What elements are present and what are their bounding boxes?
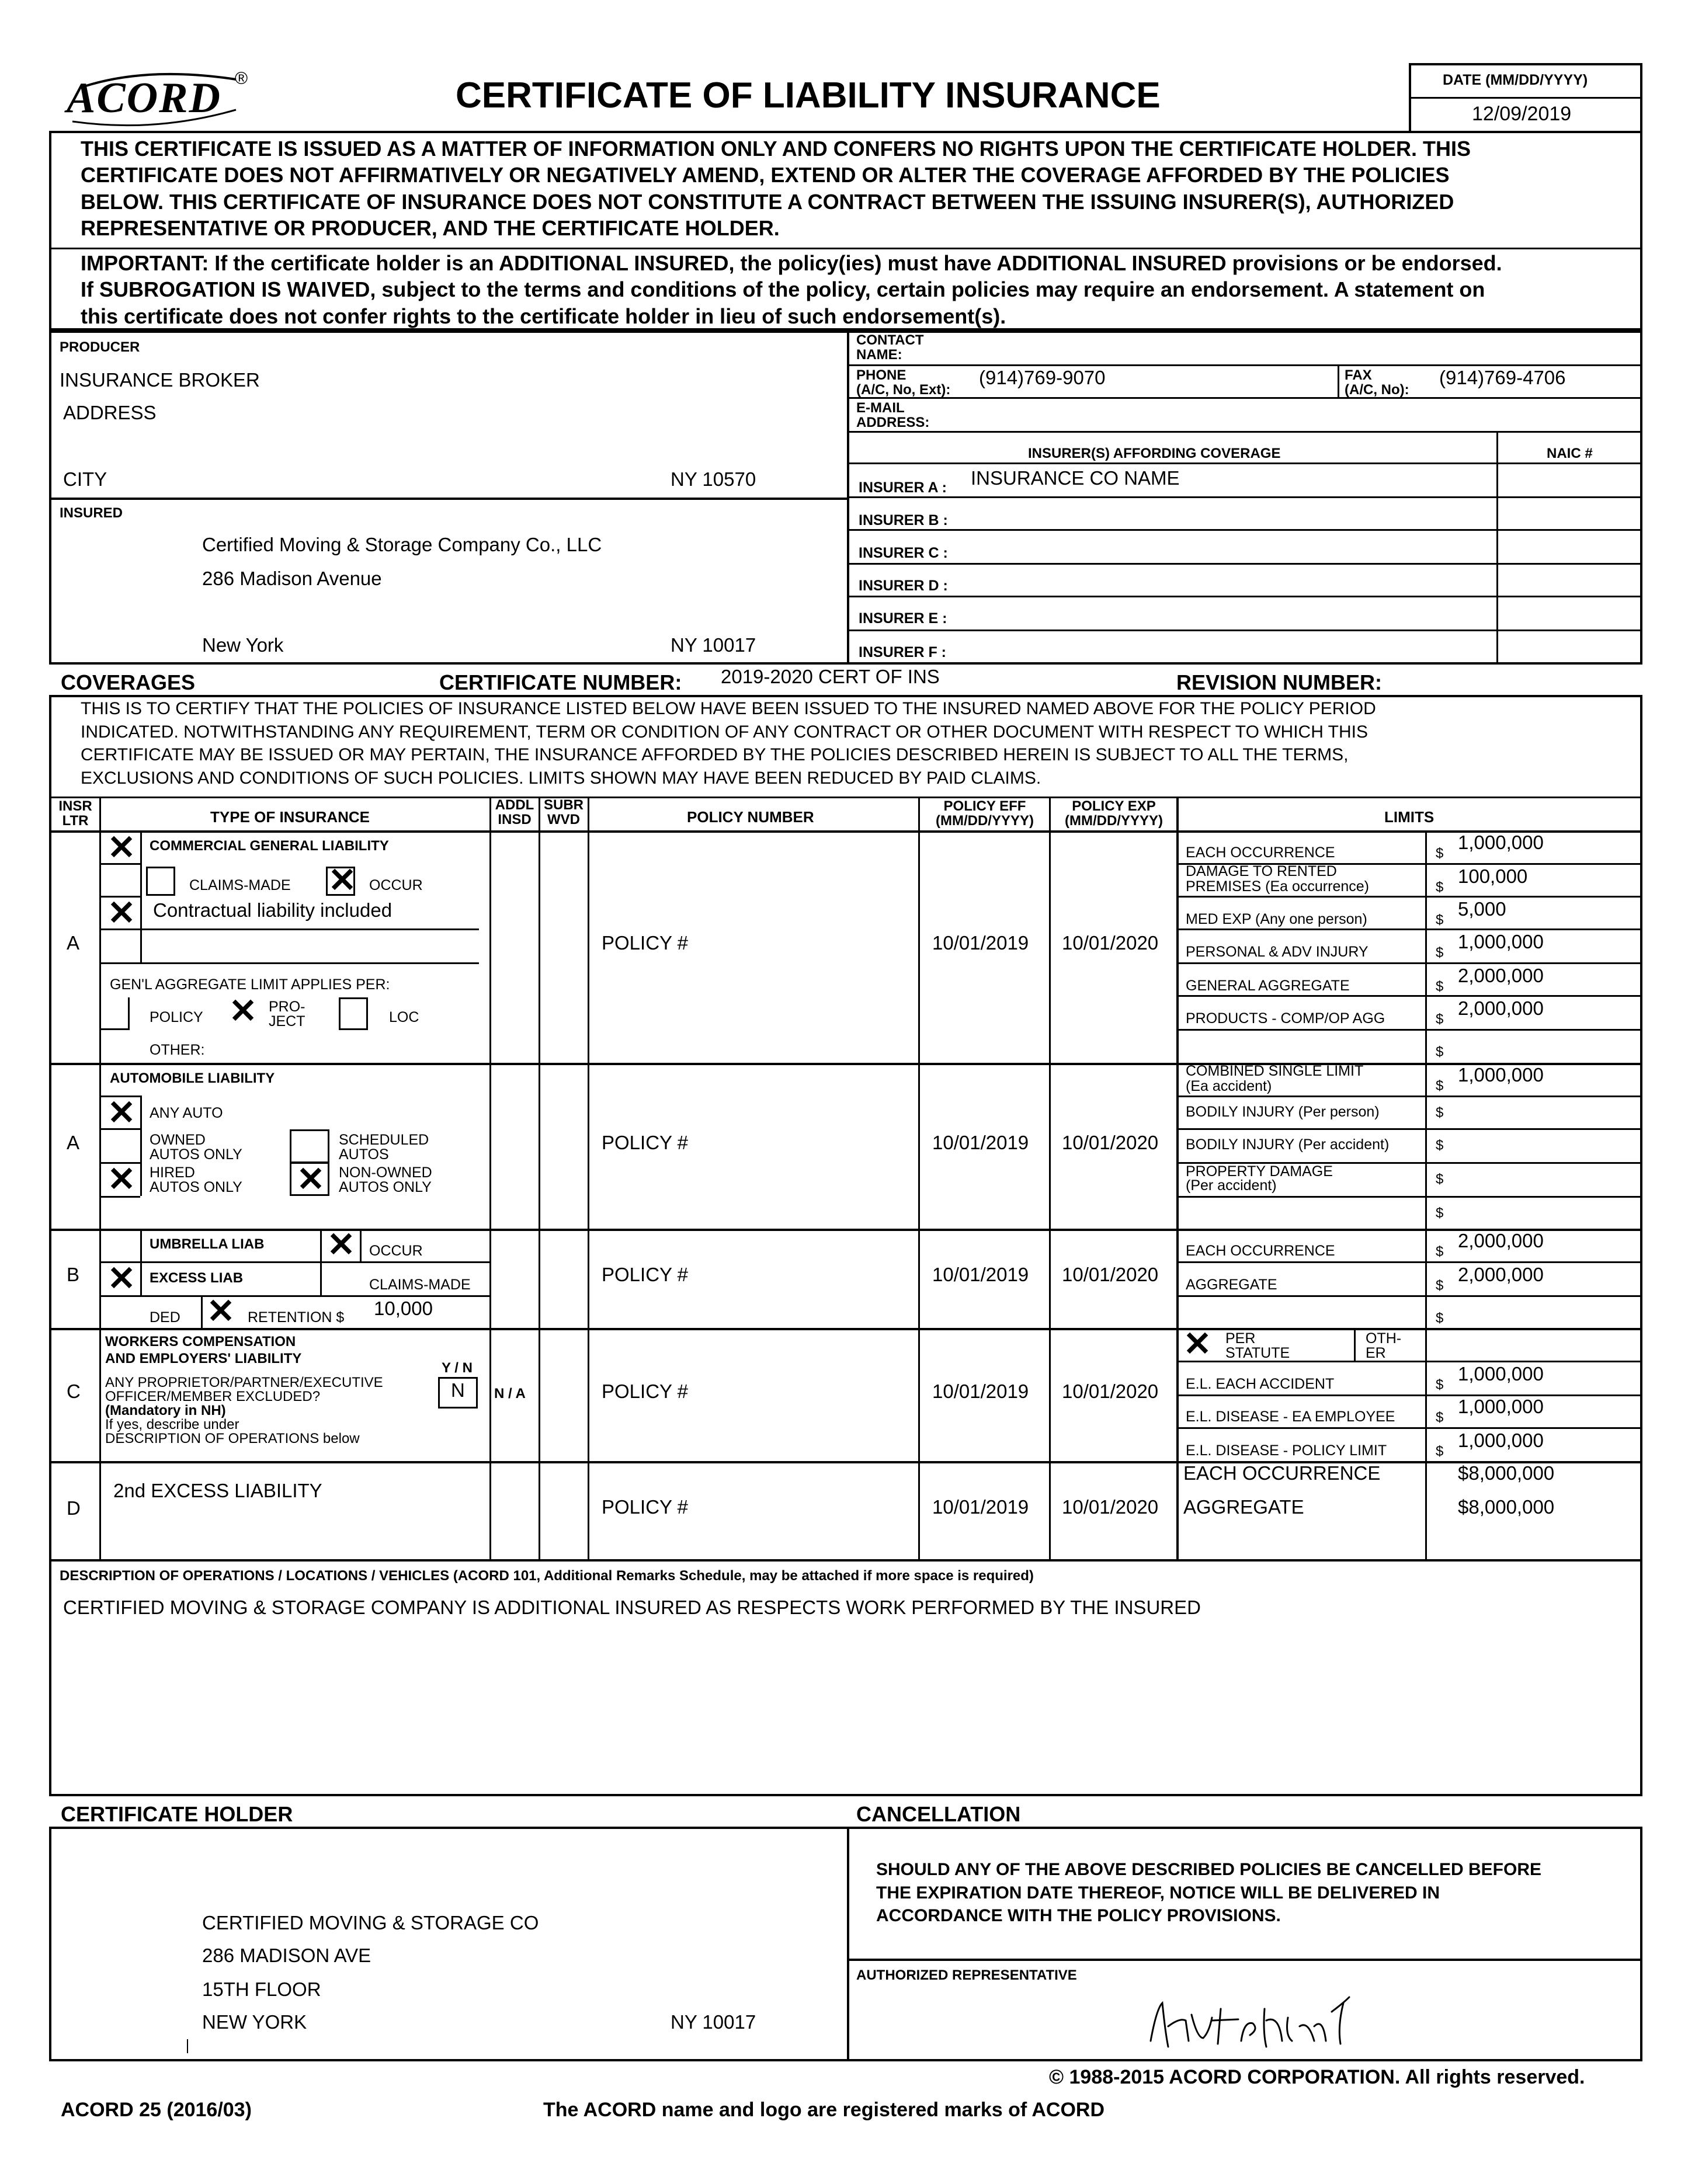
holder-tick — [187, 2039, 188, 2053]
cgl-other: OTHER: — [150, 1042, 205, 1058]
limit-label: AGGREGATE — [1186, 1277, 1277, 1293]
insurers-header: INSURER(S) AFFORDING COVERAGE — [1028, 446, 1281, 461]
th-limits: LIMITS — [1384, 808, 1435, 826]
cancellation-line: SHOULD ANY OF THE ABOVE DESCRIBED POLICIES BE CANCELLED BEFORE — [876, 1860, 1541, 1879]
insurer-line — [847, 563, 1642, 565]
cgl-gen-agg: GEN'L AGGREGATE LIMIT APPLIES PER: — [110, 976, 390, 993]
umbrella-liab: UMBRELLA LIAB — [150, 1236, 265, 1252]
th-line: (MM/DD/YYYY) — [936, 813, 1034, 829]
contact-line — [847, 364, 1642, 366]
form-number: ACORD 25 (2016/03) — [61, 2099, 252, 2121]
cgl-policy: POLICY — [150, 1009, 203, 1025]
label-line: PER — [1225, 1330, 1256, 1347]
limit-line — [1176, 928, 1642, 930]
acord-logo — [61, 69, 248, 127]
excess2-exp[interactable]: 10/01/2020 — [1062, 1496, 1159, 1518]
producer-state-zip[interactable]: NY 10570 — [671, 468, 756, 490]
signature[interactable] — [1139, 1985, 1361, 2056]
holder-address1[interactable]: 286 MADISON AVE — [202, 1945, 371, 1966]
project-check-icon[interactable]: ✕ — [228, 992, 258, 1030]
label-line: WORKERS COMPENSATION — [105, 1334, 296, 1350]
auto-policy-number[interactable]: POLICY # — [602, 1132, 688, 1153]
label-line: (A/C, No): — [1345, 382, 1409, 398]
auto-eff[interactable]: 10/01/2019 — [932, 1132, 1029, 1153]
col-divider — [1176, 797, 1179, 1559]
auto-title: AUTOMOBILE LIABILITY — [110, 1070, 275, 1086]
label-line: AUTOS ONLY — [339, 1179, 432, 1195]
important-text — [81, 250, 1502, 329]
dollar: $ — [1436, 1171, 1444, 1187]
dollar: $ — [1436, 1044, 1444, 1060]
umb-check-col — [320, 1229, 322, 1295]
workers-eff[interactable]: 10/01/2019 — [932, 1380, 1029, 1402]
dollar: $ — [1436, 1444, 1444, 1459]
important-line: IMPORTANT: If the certificate holder is an ADDITIONAL INSURED, the policy(ies) must have ADDITIONAL INSURED provisions or be endorsed. — [81, 251, 1502, 275]
th-policy-number: POLICY NUMBER — [687, 808, 814, 826]
per-statute-check-icon[interactable]: ✕ — [1183, 1325, 1212, 1363]
workers-title — [105, 1334, 301, 1368]
th-addl — [491, 798, 539, 827]
limit-label-2: (Ea accident) — [1186, 1078, 1272, 1094]
limit-label: MED EXP (Any one person) — [1186, 911, 1367, 927]
contractual-check-icon[interactable]: ✕ — [107, 894, 136, 932]
cert-number-value[interactable]: 2019-2020 CERT OF INS — [721, 666, 940, 687]
limit-value[interactable]: 2,000,000 — [1458, 1230, 1544, 1251]
limit-value[interactable]: 2,000,000 — [1458, 965, 1544, 986]
insured-label: INSURED — [60, 505, 123, 521]
policy-checkbox[interactable] — [100, 997, 130, 1030]
wc-statute-divider — [1354, 1328, 1356, 1361]
holder-address2[interactable]: 15TH FLOOR — [202, 1978, 321, 2000]
limit-label: E.L. DISEASE - EA EMPLOYEE — [1186, 1409, 1395, 1425]
label-line: If yes, describe under — [105, 1417, 239, 1432]
limit-line — [1176, 995, 1642, 997]
important-line: If SUBROGATION IS WAIVED, subject to the terms and conditions of the policy, certain policies may require an endorsement. A statement on — [81, 277, 1485, 302]
limit-label: GENERAL AGGREGATE — [1186, 978, 1350, 994]
coverages-line: CERTIFICATE MAY BE ISSUED OR MAY PERTAIN, THE INSURANCE AFFORDED BY THE POLICIES DESCRIBED HEREIN IS SUBJECT TO ALL THE TERMS, — [81, 745, 1349, 765]
th-eff — [921, 799, 1049, 828]
revision-label: REVISION NUMBER: — [1176, 670, 1383, 694]
wc-line — [1176, 1427, 1642, 1429]
producer-address[interactable]: ADDRESS — [63, 402, 157, 423]
limit-line — [1176, 1261, 1642, 1263]
col-divider — [1049, 797, 1051, 1559]
cancellation-divider — [847, 1959, 1642, 1961]
holder-divider — [847, 1827, 849, 2061]
insurer-line — [847, 529, 1642, 531]
cgl-exp[interactable]: 10/01/2020 — [1062, 932, 1159, 954]
cgl-contractual[interactable]: Contractual liability included — [153, 899, 393, 921]
th-exp — [1051, 799, 1176, 828]
label-line: OFFICER/MEMBER EXCLUDED? — [105, 1389, 321, 1404]
col-divider — [539, 797, 540, 1559]
cancellation-line: ACCORDANCE WITH THE POLICY PROVISIONS. — [876, 1906, 1281, 1926]
cgl-eff[interactable]: 10/01/2019 — [932, 932, 1029, 954]
page-title: CERTIFICATE OF LIABILITY INSURANCE — [456, 75, 1161, 116]
loc-checkbox[interactable] — [339, 997, 368, 1030]
auto-scheduled — [339, 1133, 429, 1162]
row-divider — [49, 1229, 1642, 1231]
cgl-ltr[interactable]: A — [67, 932, 80, 954]
nonowned-check-icon[interactable]: ✕ — [296, 1160, 325, 1198]
producer-name[interactable]: INSURANCE BROKER — [60, 369, 260, 391]
scheduled-checkbox[interactable] — [290, 1129, 329, 1163]
insurer-f-label: INSURER F : — [859, 644, 946, 660]
registered-marks: The ACORD name and logo are registered marks of ACORD — [543, 2099, 1105, 2121]
limit-line — [1176, 1295, 1642, 1297]
cgl-policy-number[interactable]: POLICY # — [602, 932, 688, 954]
th-line: (MM/DD/YYYY) — [1065, 813, 1163, 829]
label-line: ANY PROPRIETOR/PARTNER/EXECUTIVE — [105, 1375, 383, 1390]
cert-number-label: CERTIFICATE NUMBER: — [439, 670, 682, 694]
excess2-policy-number[interactable]: POLICY # — [602, 1496, 688, 1518]
header-bottom — [49, 830, 1642, 833]
limit-label: BODILY INJURY (Per accident) — [1186, 1136, 1390, 1153]
cgl-project — [269, 1000, 305, 1029]
table-top — [49, 797, 1642, 798]
notice-text — [81, 135, 1471, 241]
limit-label: BODILY INJURY (Per person) — [1186, 1104, 1380, 1120]
date-label: DATE (MM/DD/YYYY) — [1443, 72, 1588, 88]
label-line: AUTOS ONLY — [150, 1146, 242, 1163]
cgl-check-col — [140, 896, 142, 962]
limit-line — [1176, 1029, 1642, 1031]
notice-divider — [49, 248, 1642, 249]
limit-label: DAMAGE TO RENTED — [1186, 863, 1337, 879]
notice-line: REPRESENTATIVE OR PRODUCER, AND THE CERTIFICATE HOLDER. — [81, 216, 780, 241]
phone-label — [856, 368, 950, 397]
per-statute — [1225, 1331, 1290, 1361]
umbrella-occur: OCCUR — [369, 1243, 423, 1259]
limit-label: EACH OCCURRENCE — [1186, 1243, 1335, 1259]
oth-er — [1366, 1331, 1401, 1361]
dollar: $ — [1436, 879, 1444, 895]
copyright: © 1988-2015 ACORD CORPORATION. All rights reserved. — [1049, 2066, 1585, 2088]
coverages-line: EXCLUSIONS AND CONDITIONS OF SUCH POLICIES. LIMITS SHOWN MAY HAVE BEEN REDUCED BY PAID CLAIMS. — [81, 768, 1041, 788]
coverages-text — [81, 697, 1376, 790]
insurer-d-label: INSURER D : — [859, 578, 948, 594]
th-subr — [540, 798, 588, 827]
insurer-line — [847, 496, 1642, 498]
fax-value[interactable]: (914)769-4706 — [1439, 367, 1566, 388]
excess2-eff[interactable]: 10/01/2019 — [932, 1496, 1029, 1518]
auto-hired — [150, 1166, 242, 1195]
insurer-c-label: INSURER C : — [859, 545, 948, 561]
producer-label: PRODUCER — [60, 339, 140, 355]
auto-ltr[interactable]: A — [67, 1132, 80, 1153]
occur-check-icon[interactable]: ✕ — [328, 861, 357, 899]
registered-mark: ® — [235, 69, 248, 88]
umb-line — [99, 1261, 489, 1263]
label-line: NON-OWNED — [339, 1164, 432, 1181]
date-value[interactable]: 12/09/2019 — [1472, 103, 1572, 125]
description-label: DESCRIPTION OF OPERATIONS / LOCATIONS / VEHICLES (ACORD 101, Additional Remarks Schedule, may be attached if more space is required) — [60, 1568, 1034, 1584]
th-line: SUBR — [543, 797, 583, 813]
umb-check-col — [201, 1295, 203, 1328]
dollar: $ — [1436, 979, 1444, 994]
limit-value[interactable]: 1,000,000 — [1458, 832, 1544, 853]
umbrella-ded: DED — [150, 1309, 180, 1326]
occur-checkbox — [326, 867, 355, 896]
row-divider — [49, 1559, 1642, 1562]
workers-exp[interactable]: 10/01/2020 — [1062, 1380, 1159, 1402]
label-line: AND EMPLOYERS' LIABILITY — [105, 1350, 302, 1366]
limit-label: E.L. EACH ACCIDENT — [1186, 1376, 1335, 1392]
row-divider — [49, 1328, 1642, 1330]
label-line: ER — [1366, 1345, 1386, 1361]
limit-label: PROPERTY DAMAGE — [1186, 1163, 1333, 1180]
insurer-a-label: INSURER A : — [859, 479, 947, 496]
limit-line — [1176, 1128, 1642, 1130]
coverages-line: INDICATED. NOTWITHSTANDING ANY REQUIREMENT, TERM OR CONDITION OF ANY CONTRACT OR OTHER DOCUMENT WITH RESPECT TO WHICH THIS — [81, 722, 1369, 742]
limit-label: E.L. DISEASE - POLICY LIMIT — [1186, 1442, 1387, 1459]
th-insr — [55, 799, 96, 828]
cancellation-line: THE EXPIRATION DATE THEREOF, NOTICE WILL BE DELIVERED IN — [876, 1883, 1440, 1903]
limit-value[interactable]: 1,000,000 — [1458, 931, 1544, 952]
dollar: $ — [1436, 1278, 1444, 1293]
label-line: NAME: — [856, 347, 902, 363]
umbrella-retention: RETENTION $ — [248, 1309, 345, 1326]
umb-check-col — [360, 1229, 362, 1261]
dollar: $ — [1436, 846, 1444, 861]
limit-value[interactable]: $8,000,000 — [1458, 1462, 1555, 1484]
umbrella-policy-number[interactable]: POLICY # — [602, 1264, 688, 1285]
email-label — [856, 401, 929, 430]
limit-value[interactable]: 5,000 — [1458, 898, 1506, 920]
workers-desc — [105, 1376, 383, 1446]
label-line: FAX — [1345, 367, 1372, 383]
cgl-check-icon[interactable]: ✕ — [107, 829, 136, 867]
workers-yn: Y / N — [442, 1360, 473, 1376]
auto-owned — [150, 1133, 242, 1162]
label-line: ADDRESS: — [856, 415, 930, 431]
th-line: POLICY EXP — [1072, 798, 1156, 814]
label-line: OWNED — [150, 1132, 206, 1148]
limit-line — [1176, 896, 1642, 898]
umbrella-eff[interactable]: 10/01/2019 — [932, 1264, 1029, 1285]
date-divider — [1409, 97, 1642, 99]
auto-any: ANY AUTO — [150, 1105, 223, 1121]
label-line: SCHEDULED — [339, 1132, 429, 1148]
holder-city[interactable]: NEW YORK — [202, 2011, 307, 2033]
notice-line: CERTIFICATE DOES NOT AFFIRMATIVELY OR NEGATIVELY AMEND, EXTEND OR ALTER THE COVERAGE AFFORDED BY THE POLICIES — [81, 163, 1450, 187]
excess-check-icon[interactable]: ✕ — [107, 1260, 136, 1298]
umbrella-occur-check-icon[interactable]: ✕ — [327, 1226, 356, 1264]
limit-label[interactable]: AGGREGATE — [1183, 1496, 1304, 1518]
limit-label-2: PREMISES (Ea occurrence) — [1186, 878, 1369, 895]
limit-label: COMBINED SINGLE LIMIT — [1186, 1063, 1364, 1079]
excess2-title[interactable]: 2nd EXCESS LIABILITY — [113, 1480, 322, 1501]
contact-line — [847, 397, 1642, 399]
naic-header: NAIC # — [1547, 446, 1593, 461]
insurer-e-label: INSURER E : — [859, 610, 947, 627]
label-line: DESCRIPTION OF OPERATIONS below — [105, 1431, 360, 1446]
contact-line — [847, 462, 1642, 464]
excess2-ltr[interactable]: D — [67, 1497, 81, 1519]
dollar: $ — [1436, 1011, 1444, 1027]
limit-label: EACH OCCURRENCE — [1186, 844, 1335, 861]
auto-nonowned — [339, 1166, 432, 1195]
workers-na: N / A — [494, 1386, 526, 1401]
dollar: $ — [1436, 1377, 1444, 1393]
limit-value[interactable]: 1,000,000 — [1458, 1064, 1544, 1086]
limit-value[interactable]: 100,000 — [1458, 865, 1528, 887]
cgl-line — [99, 962, 479, 964]
dollar: $ — [1436, 945, 1444, 961]
col-divider — [99, 797, 101, 1559]
limit-line — [1176, 1096, 1642, 1097]
label-line: AUTOS — [339, 1146, 389, 1163]
cgl-title: COMMERCIAL GENERAL LIABILITY — [150, 838, 389, 854]
dollar: $ — [1436, 1105, 1444, 1121]
insured-name[interactable]: Certified Moving & Storage Company Co., LLC — [202, 534, 602, 555]
label-line: PHONE — [856, 367, 906, 383]
th-line: ADDL — [495, 797, 534, 813]
fax-divider — [1338, 364, 1339, 397]
col-divider — [918, 797, 920, 1559]
cancellation-label: CANCELLATION — [856, 1802, 1021, 1826]
insurer-line — [847, 630, 1642, 631]
dollar: $ — [1436, 1138, 1444, 1153]
umbrella-retention-value[interactable]: 10,000 — [374, 1298, 433, 1319]
insurer-line — [847, 596, 1642, 597]
holder-name[interactable]: CERTIFIED MOVING & STORAGE CO — [202, 1912, 539, 1933]
holder-state-zip[interactable]: NY 10017 — [671, 2011, 756, 2033]
limit-value[interactable]: 2,000,000 — [1458, 1264, 1544, 1285]
th-type: TYPE OF INSURANCE — [210, 808, 370, 826]
th-line: WVD — [547, 812, 580, 828]
retention-check-icon[interactable]: ✕ — [206, 1292, 235, 1330]
cancellation-text — [876, 1858, 1541, 1928]
description-text[interactable]: CERTIFIED MOVING & STORAGE COMPANY IS ADDITIONAL INSURED AS RESPECTS WORK PERFORMED BY THE INSURED — [63, 1597, 1201, 1618]
umb-line — [99, 1295, 489, 1297]
limit-value[interactable]: 1,000,000 — [1458, 1430, 1544, 1451]
label-line: E-MAIL — [856, 400, 905, 416]
cgl-loc: LOC — [389, 1009, 419, 1025]
label-line: PRO- — [269, 999, 305, 1015]
insured-city[interactable]: New York — [202, 634, 284, 656]
insured-state-zip[interactable]: NY 10017 — [671, 634, 756, 656]
limits-dollar-col — [1425, 830, 1427, 1559]
limit-label: PERSONAL & ADV INJURY — [1186, 944, 1369, 960]
important-line: this certificate does not confer rights to the certificate holder in lieu of such endorsement(s). — [81, 304, 1006, 328]
dollar: $ — [1436, 1205, 1444, 1221]
notice-line: THIS CERTIFICATE IS ISSUED AS A MATTER OF INFORMATION ONLY AND CONFERS NO RIGHTS UPON THE CERTIFICATE HOLDER. THIS — [81, 137, 1471, 161]
excess-liab: EXCESS LIAB — [150, 1270, 244, 1286]
dollar: $ — [1436, 1078, 1444, 1094]
dollar: $ — [1436, 1310, 1444, 1326]
th-line: LTR — [62, 813, 89, 829]
umbrella-ltr[interactable]: B — [67, 1264, 80, 1285]
limit-label-2: (Per accident) — [1186, 1177, 1277, 1194]
label-line: JECT — [269, 1013, 305, 1030]
label-line: OTH- — [1366, 1330, 1402, 1347]
auth-rep-label: AUTHORIZED REPRESENTATIVE — [856, 1967, 1077, 1983]
label-line: CONTACT — [856, 332, 924, 348]
fax-label — [1345, 368, 1409, 397]
limit-value[interactable]: 1,000,000 — [1458, 1396, 1544, 1417]
th-line: INSD — [498, 812, 532, 828]
dollar: $ — [1436, 912, 1444, 928]
hired-check-icon[interactable]: ✕ — [107, 1160, 136, 1198]
label-line: AUTOS ONLY — [150, 1179, 242, 1195]
limit-label[interactable]: EACH OCCURRENCE — [1183, 1462, 1381, 1484]
workers-excluded-value[interactable]: N — [451, 1379, 465, 1401]
insurer-b-label: INSURER B : — [859, 512, 948, 528]
auto-exp[interactable]: 10/01/2020 — [1062, 1132, 1159, 1153]
logo-text: ACORD — [67, 74, 221, 122]
col-divider — [588, 797, 589, 1559]
cgl-occur: OCCUR — [369, 877, 423, 893]
coverages-label: COVERAGES — [61, 670, 196, 694]
contact-name-label — [856, 333, 924, 362]
row-divider — [49, 1461, 1642, 1463]
producer-city[interactable]: CITY — [63, 468, 107, 490]
any-auto-check-icon[interactable]: ✕ — [107, 1094, 136, 1132]
notice-line: BELOW. THIS CERTIFICATE OF INSURANCE DOES NOT CONSTITUTE A CONTRACT BETWEEN THE ISSUING INSURER(S), AUTHORIZED — [81, 189, 1454, 214]
limit-line — [1176, 962, 1642, 964]
label-line: (Mandatory in NH) — [105, 1403, 226, 1418]
workers-policy-number[interactable]: POLICY # — [602, 1380, 688, 1402]
col-divider — [489, 797, 491, 1559]
producer-insured-divider — [49, 498, 847, 500]
dollar: $ — [1436, 1244, 1444, 1260]
phone-value[interactable]: (914)769-9070 — [979, 367, 1106, 388]
cgl-claims-made: CLAIMS-MADE — [189, 877, 291, 893]
coverages-box — [49, 695, 1642, 1796]
th-line: POLICY EFF — [943, 798, 1026, 814]
label-line: HIRED — [150, 1164, 195, 1181]
limit-line — [1176, 1196, 1642, 1198]
limit-label: PRODUCTS - COMP/OP AGG — [1186, 1010, 1385, 1027]
row-divider — [49, 1063, 1642, 1065]
umbrella-exp[interactable]: 10/01/2020 — [1062, 1264, 1159, 1285]
th-line: INSR — [58, 798, 92, 814]
cgl-line — [99, 928, 479, 930]
auto-check-col — [140, 1096, 142, 1196]
wc-line — [1176, 1394, 1642, 1396]
contact-line — [847, 431, 1642, 433]
claims-made-checkbox[interactable] — [146, 867, 175, 896]
umbrella-claims-made: CLAIMS-MADE — [369, 1277, 471, 1293]
label-line: STATUTE — [1225, 1345, 1290, 1361]
label-line: (A/C, No, Ext): — [856, 382, 951, 398]
limit-value[interactable]: 2,000,000 — [1458, 997, 1544, 1019]
insurer-a-name[interactable]: INSURANCE CO NAME — [971, 467, 1180, 489]
limit-value[interactable]: $8,000,000 — [1458, 1496, 1555, 1518]
dollar: $ — [1436, 1410, 1444, 1425]
insured-address[interactable]: 286 Madison Avenue — [202, 568, 382, 589]
workers-ltr[interactable]: C — [67, 1380, 81, 1402]
holder-label: CERTIFICATE HOLDER — [61, 1802, 293, 1826]
limit-value[interactable]: 1,000,000 — [1458, 1363, 1544, 1385]
coverages-line: THIS IS TO CERTIFY THAT THE POLICIES OF INSURANCE LISTED BELOW HAVE BEEN ISSUED TO THE INSURED NAMED ABOVE FOR THE POLICY PERIOD — [81, 699, 1376, 718]
